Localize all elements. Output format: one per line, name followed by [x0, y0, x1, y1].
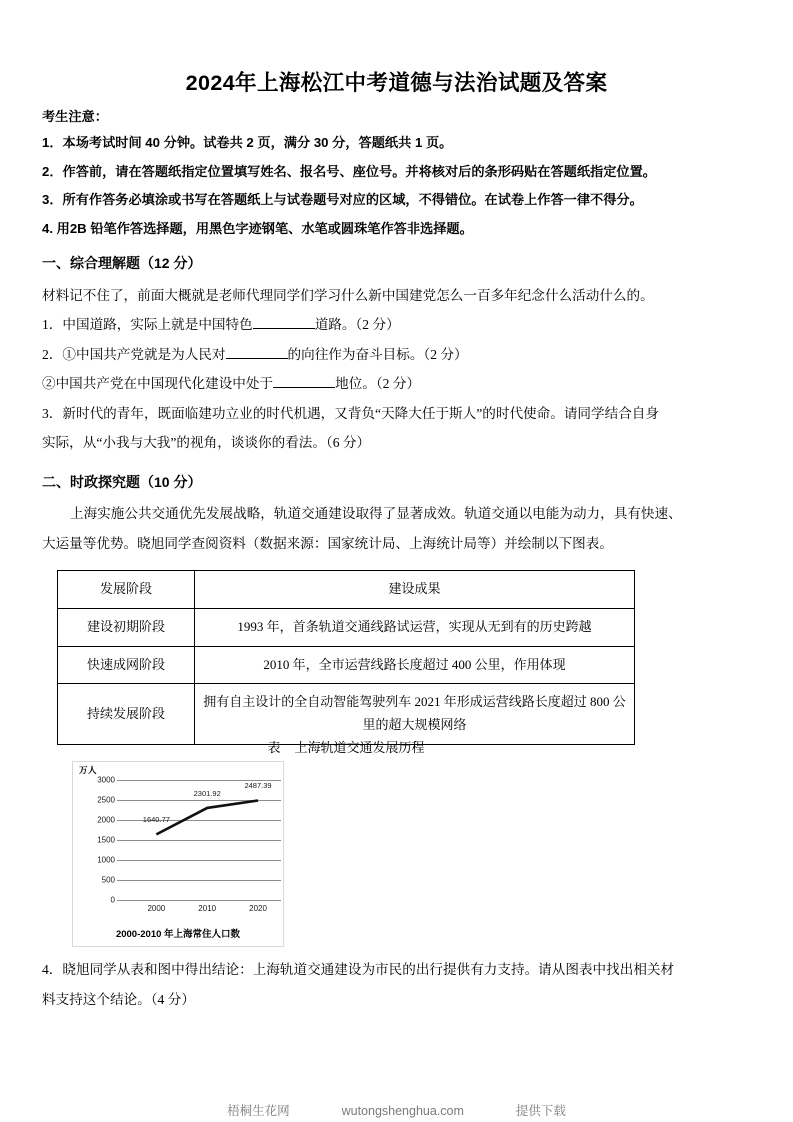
question-2-text-a: 2．①中国共产党就是为人民对: [42, 346, 226, 362]
question-2c-text-a: ②中国共产党在中国现代化建设中处于: [42, 376, 274, 392]
table-caption: [57, 737, 635, 756]
table-cell-stage: 快速成网阶段: [58, 646, 195, 684]
table-header-row: [58, 571, 635, 609]
question-1-text-b: 道路。（2 分）: [314, 317, 400, 333]
answer-blank-2[interactable]: [226, 344, 288, 359]
y-tick-label: 1000: [97, 855, 115, 865]
y-tick-label: 0: [110, 895, 115, 905]
section-two-heading: 二、时政探究题（10 分）: [42, 473, 202, 490]
table-header-stage: 发展阶段: [58, 571, 195, 609]
question-3-line-2: 实际，从“小我与大我”的视角，谈谈你的看法。（6 分）: [42, 435, 371, 451]
question-2-text-b: 的向往作为奋斗目标。（2 分）: [287, 346, 468, 362]
notice-item-3: 3．所有作答务必填涂或书写在答题纸上与试卷题号对应的区域，不得错位。在试卷上作答一律不得分。: [42, 192, 643, 208]
page-footer: [0, 1101, 793, 1119]
question-3-line-1: 3．新时代的青年，既面临建功立业的时代机遇，又背负“天降大任于斯人”的时代使命。请同学结合自身: [42, 405, 659, 421]
x-tick-label: 2020: [249, 904, 267, 913]
answer-blank-1[interactable]: [253, 315, 315, 330]
footer-action: 提供下载: [515, 1104, 566, 1118]
y-tick-label: 2000: [97, 815, 115, 825]
chart-line-series: [117, 780, 281, 900]
y-tick-label: 2500: [97, 795, 115, 805]
chart-x-axis: [117, 904, 281, 918]
question-1: [42, 312, 751, 339]
section-one-heading: 一、综合理解题（12 分）: [42, 255, 202, 272]
question-2c-text-b: 地位。（2 分）: [335, 376, 421, 392]
table-row: [58, 646, 635, 684]
page-title: 2024年上海松江中考道德与法治试题及答案: [185, 71, 608, 95]
rail-development-table: [57, 570, 635, 745]
question-4-wrapper: [42, 957, 751, 1016]
notice-item-4: 4. 用2B 铅笔作答选择题，用黑色字迹钢笔、水笔或圆珠笔作答非选择题。: [42, 221, 473, 237]
section-two-paragraph-line-1: 上海实施公共交通优先发展战略，轨道交通建设取得了显著成效。轨道交通以电能为动力，具有快速、: [70, 506, 682, 522]
chart-y-axis: [73, 775, 115, 905]
x-tick-label: 2000: [147, 904, 166, 913]
data-point-label: 2487.39: [244, 781, 272, 791]
population-line-chart: [72, 761, 284, 947]
table-cell-result: 1993 年，首条轨道交通线路试运营，实现从无到有的历史跨越: [195, 608, 635, 646]
rail-development-table-wrapper: [57, 570, 635, 745]
section-two-paragraph-line-2: 大运量等优势。晓旭同学查阅资料（数据来源：国家统计局、上海统计局等）并绘制以下图表。: [42, 535, 613, 551]
answer-blank-3[interactable]: [273, 374, 335, 389]
y-tick-label: 500: [101, 875, 115, 885]
table-caption-label: 表: [267, 740, 281, 755]
table-cell-stage: 建设初期阶段: [58, 608, 195, 646]
question-2-part1: [42, 342, 751, 369]
notice-item-2: 2．作答前，请在答题纸指定位置填写姓名、报名号、座位号。并将核对后的条形码贴在答题纸指定位置。: [42, 163, 656, 179]
gridline: [117, 900, 281, 901]
document-body: [42, 108, 751, 560]
question-2-part2: [42, 371, 751, 398]
table-row: [58, 608, 635, 646]
notice-item-1: 1．本场考试时间 40 分钟。试卷共 2 页，满分 30 分，答题纸共 1 页。: [42, 134, 453, 150]
footer-site-name: 梧桐生花网: [227, 1104, 290, 1118]
y-tick-label: 1500: [97, 835, 115, 845]
table-cell-result: 拥有自主设计的全自动智能驾驶列车 2021 年形成运营线路长度超过 800 公里的超大规模网络: [195, 684, 635, 745]
data-point-label: 2301.92: [193, 788, 221, 798]
data-point-label: 1640.77: [142, 815, 170, 825]
section-one-material: 材料记不住了，前面大概就是老师代理同学们学习什么新中国建党怎么一百多年纪念什么活动什么的。: [42, 287, 654, 303]
table-caption-text: 上海轨道交通发展历程: [294, 740, 425, 755]
chart-title: 2000-2010 年上海常住人口数: [115, 929, 241, 940]
question-1-text-a: 1．中国道路，实际上就是中国特色: [42, 317, 253, 333]
x-tick-label: 2010: [198, 904, 217, 913]
table-cell-stage: 持续发展阶段: [58, 684, 195, 745]
chart-plot-area: [117, 780, 281, 900]
table-cell-result: 2010 年，全市运营线路长度超过 400 公里，作用体现: [195, 646, 635, 684]
footer-domain: wutongshenghua.com: [341, 1104, 464, 1118]
question-4-line-2: 料支持这个结论。（4 分）: [42, 991, 195, 1007]
question-4-line-1: 4．晓旭同学从表和图中得出结论：上海轨道交通建设为市民的出行提供有力支持。请从图表中找出相关材: [42, 962, 675, 977]
table-header-result: 建设成果: [195, 571, 635, 609]
chart-unit-label: 万人: [79, 765, 98, 775]
y-tick-label: 3000: [97, 775, 115, 785]
table-row: [58, 684, 635, 745]
notice-heading: 考生注意：: [42, 109, 108, 124]
